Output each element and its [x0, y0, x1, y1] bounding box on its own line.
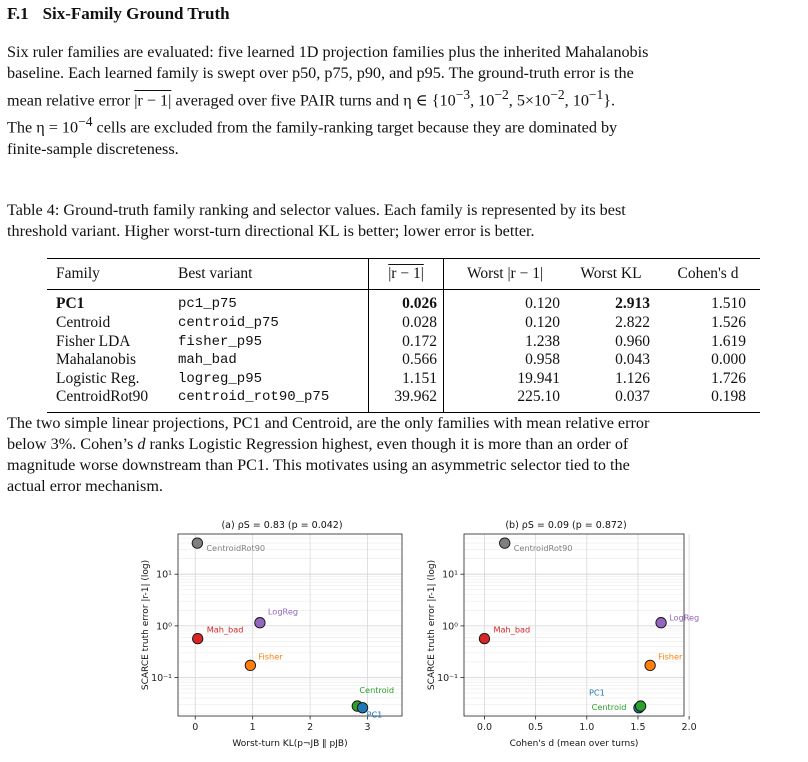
cell-family: Fisher LDA [56, 332, 131, 350]
point-label: Centroid [591, 702, 627, 713]
plot-area [437, 534, 699, 733]
paragraph-line: Six ruler families are evaluated: five learned 1D projection families plus the inherited Mahalanobis [7, 43, 649, 61]
cell-variant: pc1_p75 [178, 296, 237, 313]
paragraph-line: magnitude worse downstream than PC1. This motivates using an asymmetric selector tied to the [7, 456, 630, 474]
y-tick-label: 10⁰ [156, 621, 172, 633]
cell-family: PC1 [56, 295, 85, 313]
text-run: cells are excluded from the family-ranking target because they are dominated by [92, 118, 618, 137]
x-tick-label: 0.5 [528, 722, 544, 733]
chart-title: (b) ρS = 0.09 (p = 0.872) [505, 520, 627, 531]
discussion-paragraph [7, 413, 801, 497]
cell-worst-kl: 0.043 [615, 351, 650, 369]
y-tick-label: 10⁻¹ [151, 673, 172, 685]
cell-variant: logreg_p95 [178, 370, 263, 387]
x-tick-label: 3 [364, 722, 371, 733]
point-label: LogReg [267, 606, 299, 617]
cell-worst-error: 0.120 [444, 290, 567, 314]
cell-worst-kl: 0.960 [615, 332, 650, 350]
text-run: , 10 [564, 91, 589, 110]
table-caption [7, 200, 801, 242]
x-tick-label: 1.5 [630, 722, 646, 733]
data-point [193, 633, 203, 643]
y-tick-label: 10¹ [156, 569, 172, 581]
cell-worst-error: 19.941 [444, 369, 567, 388]
text-run: below 3%. Cohen’s [7, 435, 138, 453]
data-point [479, 633, 489, 643]
cell-mean-error: 1.151 [369, 369, 444, 388]
point-label: Mah_bad [206, 624, 244, 635]
data-point [192, 538, 202, 548]
scatter-plot-cohens-d-svg [408, 512, 708, 758]
data-point [656, 618, 666, 628]
cell-variant: mah_bad [178, 352, 237, 369]
cell-cohens-d: 1.526 [711, 313, 746, 331]
data-point [635, 701, 645, 711]
table-row [47, 290, 760, 314]
exponent: −4 [78, 114, 93, 130]
cell-worst-kl: 1.126 [615, 369, 650, 387]
exponent: −2 [550, 87, 565, 102]
x-axis-label: Cohen's d (mean over turns) [509, 739, 639, 749]
header-worst-kl: Worst KL [580, 265, 642, 283]
cell-mean-error: 0.026 [369, 290, 444, 314]
header-cohens-d: Cohen's d [677, 265, 739, 283]
text-run: mean relative error [7, 91, 135, 110]
x-tick-label: 1.0 [579, 722, 595, 733]
text-run: averaged over five PAIR turns and η ∈ {10 [171, 91, 456, 110]
text-run: ranks Logistic Regression highest, even though it is more than an order of [145, 435, 629, 453]
scatter-plot-cohens-d [408, 512, 708, 758]
cell-worst-kl: 2.822 [615, 313, 650, 331]
point-label: Mah_bad [493, 624, 531, 635]
data-point [245, 660, 255, 670]
cell-worst-kl: 0.037 [615, 388, 650, 406]
paragraph-line: baseline. Each learned family is swept over p50, p75, p90, and p95. The ground-truth error is the [7, 64, 634, 82]
table-row [47, 351, 760, 370]
text-run: , 5×10 [508, 91, 551, 110]
header-mean-error: |r − 1| [388, 265, 424, 283]
section-number: F.1 [7, 4, 29, 23]
table-header-row [47, 259, 760, 289]
cell-cohens-d: 1.510 [711, 295, 746, 313]
caption-line: Table 4: Ground-truth family ranking and selector values. Each family is represented by its best [7, 201, 626, 219]
plot-area [151, 534, 402, 733]
cell-family: Centroid [56, 313, 111, 331]
data-point [500, 538, 510, 548]
cell-worst-error: 0.120 [444, 314, 567, 333]
header-family: Family [56, 265, 100, 283]
cell-family: Mahalanobis [56, 351, 137, 369]
overlined-math: |r − 1| [134, 91, 172, 110]
cell-mean-error: 0.172 [369, 332, 444, 351]
paragraph-line [7, 84, 801, 111]
exponent: −2 [494, 87, 509, 102]
x-tick-label: 1 [249, 722, 256, 733]
paragraph-line: The two simple linear projections, PC1 and Centroid, are the only families with mean relative error [7, 414, 650, 432]
cell-family: Logistic Reg. [56, 369, 140, 387]
cell-cohens-d: 0.000 [711, 351, 746, 369]
intro-paragraph [7, 42, 801, 160]
cell-worst-error: 225.10 [444, 388, 567, 412]
cell-mean-error: 0.028 [369, 314, 444, 333]
point-label: Fisher [658, 651, 683, 662]
cell-family: CentroidRot90 [56, 388, 149, 406]
x-tick-label: 2.0 [681, 722, 697, 733]
cell-variant: centroid_rot90_p75 [178, 389, 330, 406]
section-heading [7, 4, 230, 24]
point-label: CentroidRot90 [206, 543, 266, 554]
header-variant: Best variant [178, 265, 253, 283]
point-label: Fisher [258, 651, 283, 662]
cell-variant: fisher_p95 [178, 333, 263, 350]
y-tick-label: 10⁻¹ [437, 673, 458, 685]
x-tick-label: 2 [307, 722, 314, 733]
paragraph-line [7, 434, 801, 455]
exponent: −3 [455, 87, 471, 102]
cell-mean-error: 39.962 [369, 388, 444, 412]
cell-worst-error: 1.238 [444, 332, 567, 351]
cell-cohens-d: 0.198 [711, 388, 746, 406]
paragraph-line: finite-sample discreteness. [7, 139, 179, 158]
x-tick-label: 0.0 [476, 722, 493, 733]
text-run: The η = 10 [7, 118, 79, 137]
point-label: PC1 [366, 709, 383, 720]
cell-mean-error: 0.566 [369, 351, 444, 370]
y-axis-label: SCARCE truth error |r-1| (log) [141, 559, 151, 691]
point-label: CentroidRot90 [513, 543, 573, 554]
y-axis-label: SCARCE truth error |r-1| (log) [427, 559, 437, 691]
x-axis-label: Worst-turn KL(p¬JB ‖ pJB) [232, 739, 348, 749]
paragraph-line [7, 111, 801, 138]
header-worst-error: Worst |r − 1| [444, 259, 567, 289]
table-row [47, 388, 760, 412]
cell-cohens-d: 1.726 [711, 369, 746, 387]
scatter-plot-kl [120, 512, 410, 758]
paragraph-line: actual error mechanism. [7, 477, 163, 495]
point-label: Centroid [359, 685, 395, 696]
table-row [47, 332, 760, 351]
y-tick-label: 10¹ [442, 569, 458, 581]
cell-cohens-d: 1.619 [711, 332, 746, 350]
cell-variant: centroid_p75 [178, 314, 279, 331]
caption-line: threshold variant. Higher worst-turn directional KL is better; lower error is better. [7, 222, 535, 240]
scatter-plot-kl-svg [120, 512, 410, 758]
point-label: PC1 [588, 687, 605, 698]
text-run: , 10 [470, 91, 495, 110]
table-row [47, 369, 760, 388]
cell-worst-error: 0.958 [444, 351, 567, 370]
section-title: Six-Family Ground Truth [42, 4, 230, 23]
text-run: }. [603, 91, 616, 110]
y-tick-label: 10⁰ [442, 621, 458, 633]
exponent: −1 [588, 87, 604, 102]
cell-worst-kl: 2.913 [615, 295, 650, 313]
math-d: d [137, 435, 146, 453]
point-label: LogReg [669, 612, 700, 623]
table-row [47, 314, 760, 333]
x-tick-label: 0 [192, 722, 199, 733]
data-point [255, 618, 265, 628]
chart-title: (a) ρS = 0.83 (p = 0.042) [221, 520, 343, 531]
results-table [47, 258, 760, 413]
data-point [645, 660, 655, 670]
